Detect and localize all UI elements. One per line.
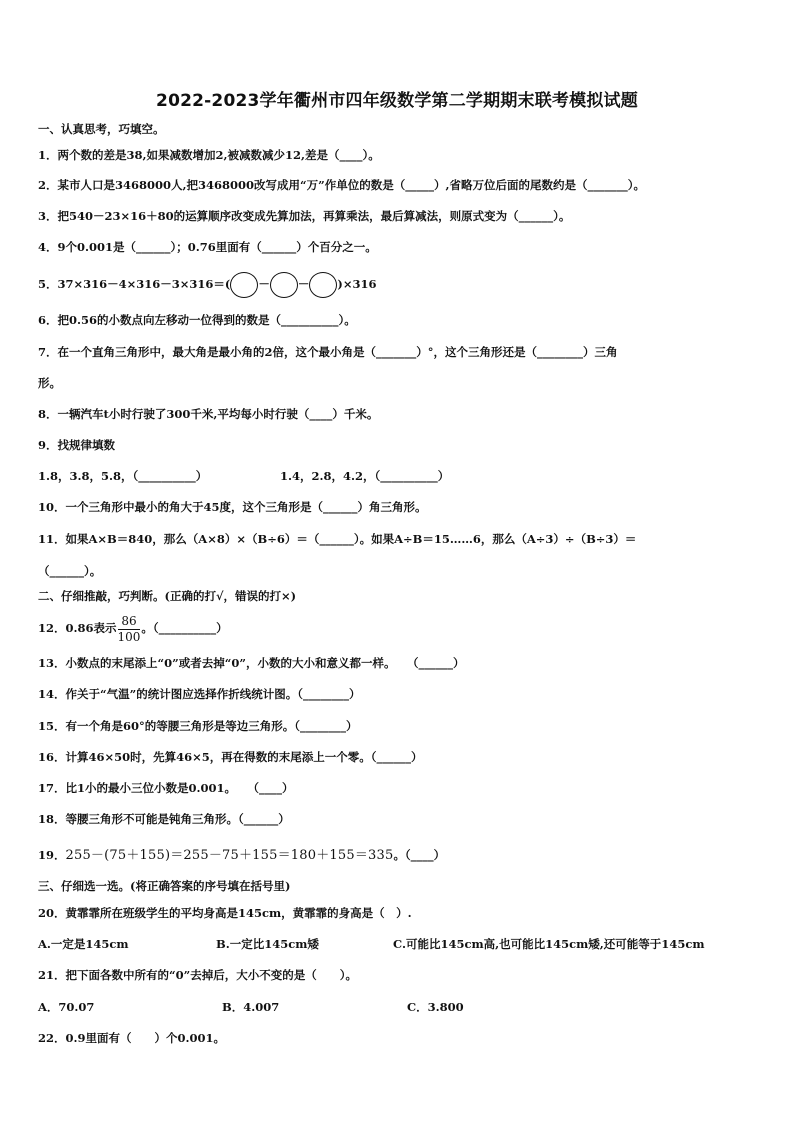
minus-sign-2: － [297, 277, 310, 291]
question-12-suffix: 。（__________） [141, 621, 228, 635]
question-3: 3．把540－23×16＋80的运算顺序改变成先算加法，再算乘法，最后算减法，则原式变为（______）。 [38, 209, 571, 223]
option-21-c: C．3.800 [407, 1000, 464, 1014]
section-heading-2: 二、仔细推敲，巧判断。(正确的打√，错误的打×) [38, 589, 297, 603]
question-11-line-1: 11．如果A×B＝840，那么（A×8）×（B÷6）＝（______）。如果A÷B＝15……6，那么（A÷3）÷（B÷3）＝ [38, 532, 637, 546]
question-19 [38, 847, 445, 864]
fraction-numerator: 86 [118, 614, 141, 630]
question-19-prefix: 19． [38, 848, 66, 862]
option-20-b: B.一定比145cm矮 [216, 937, 319, 951]
question-20: 20．黄霏霏所在班级学生的平均身高是145cm，黄霏霏的身高是（ ）. [38, 906, 412, 920]
question-13: 13．小数点的末尾添上“0”或者去掉“0”，小数的大小和意义都一样。 （______） [38, 656, 465, 670]
question-8: 8．一辆汽车t小时行驶了300千米,平均每小时行驶（____）千米。 [38, 407, 379, 421]
question-9: 9．找规律填数 [38, 438, 116, 452]
option-20-c: C.可能比145cm高,也可能比145cm矮,还可能等于145cm [393, 937, 705, 951]
question-12-prefix: 12．0.86表示 [38, 621, 117, 635]
question-6: 6．把0.56的小数点向左移动一位得到的数是（__________）。 [38, 313, 356, 327]
answer-circle-1[interactable] [230, 272, 258, 298]
question-14: 14．作关于“气温”的统计图应选择作折线统计图。（________） [38, 687, 361, 701]
minus-sign-1: － [258, 277, 270, 291]
question-22: 22．0.9里面有（ ）个0.001。 [38, 1031, 226, 1045]
section-heading-1: 一、认真思考，巧填空。 [38, 122, 165, 136]
equation: 255－(75＋155)＝255－75＋155＝180＋155＝335 [65, 848, 394, 863]
option-21-a: A．70.07 [38, 1000, 95, 1014]
question-21: 21．把下面各数中所有的“0”去掉后，大小不变的是（ ）。 [38, 968, 357, 982]
question-16: 16．计算46×50时，先算46×5，再在得数的末尾添上一个零。（______） [38, 750, 423, 764]
question-10: 10．一个三角形中最小的角大于45度，这个三角形是（______）角三角形。 [38, 500, 427, 514]
question-17: 17．比1小的最小三位小数是0.001。 （____） [38, 781, 294, 795]
page-title: 2022-2023学年衢州市四年级数学第二学期期末联考模拟试题 [156, 91, 638, 111]
question-19-suffix: 。（____） [393, 848, 446, 862]
question-18: 18．等腰三角形不可能是钝角三角形。（______） [38, 812, 290, 826]
question-9-sequence-a: 1.8，3.8，5.8，（__________） [38, 469, 208, 483]
question-4: 4．9个0.001是（______）；0.76里面有（______）个百分之一。 [38, 240, 377, 254]
question-1: 1．两个数的差是38,如果减数增加2,被减数减少12,差是（____）。 [38, 148, 380, 162]
question-11-line-2: （______）。 [38, 564, 102, 578]
option-21-b: B．4.007 [222, 1000, 280, 1014]
question-5 [38, 276, 376, 294]
answer-circle-2[interactable] [270, 272, 298, 298]
question-9-sequence-b: 1.4，2.8，4.2，（__________） [280, 469, 450, 483]
question-5-prefix: 5．37×316－4×316－3×316＝( [38, 277, 231, 291]
question-7-line-2: 形。 [38, 376, 61, 390]
question-5-suffix: )×316 [337, 277, 377, 291]
section-heading-3: 三、仔细选一选。(将正确答案的序号填在括号里) [38, 879, 291, 893]
question-12 [38, 613, 228, 644]
question-15: 15．有一个角是60°的等腰三角形是等边三角形。（________） [38, 719, 358, 733]
question-2: 2．某市人口是3468000人,把3468000改写成用“万”作单位的数是（_____）,省略万位后面的尾数约是（_______）。 [38, 178, 646, 192]
fraction-denominator: 100 [117, 629, 141, 644]
fraction [118, 614, 141, 645]
question-7-line-1: 7．在一个直角三角形中，最大角是最小角的2倍，这个最小角是（_______）°，这个三角形还是（________）三角 [38, 345, 618, 359]
option-20-a: A.一定是145cm [38, 937, 129, 951]
answer-circle-3[interactable] [309, 272, 337, 298]
